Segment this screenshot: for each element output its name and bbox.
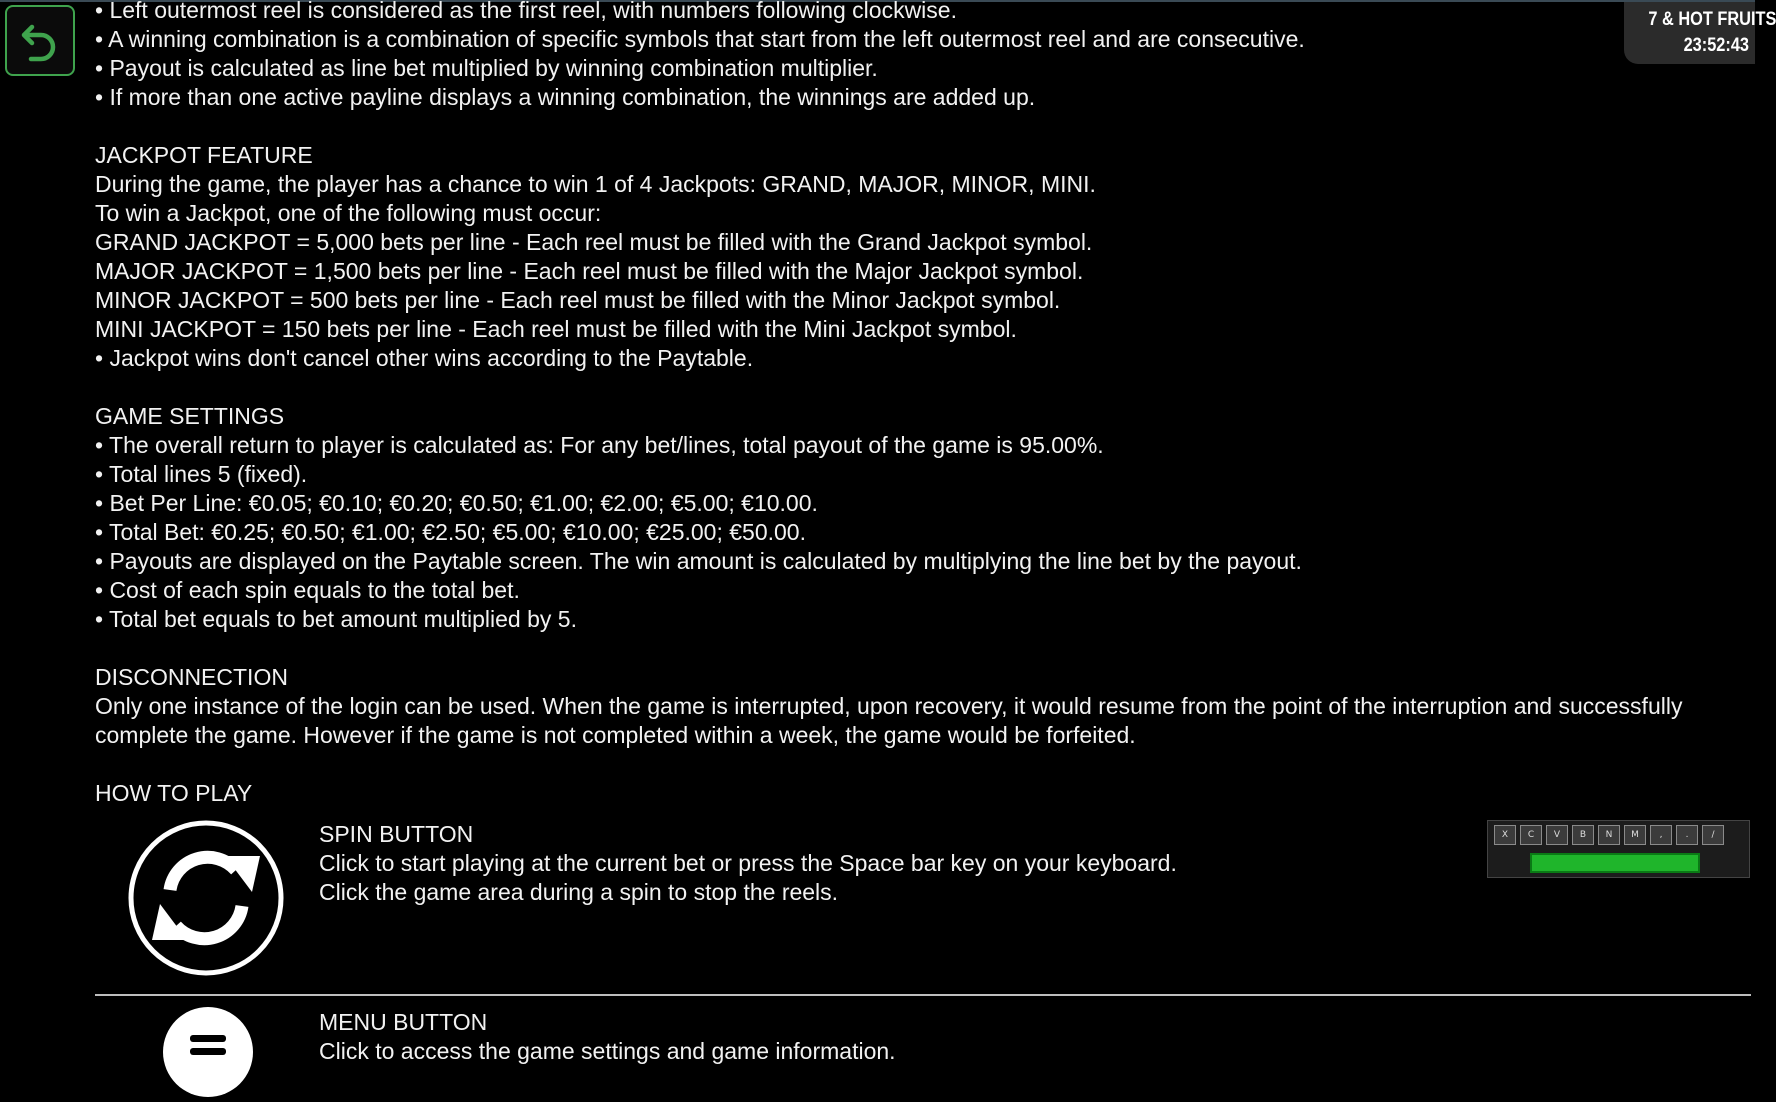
settings-line: • Total bet equals to bet amount multiplied by 5. xyxy=(95,606,577,632)
rules-content[interactable] xyxy=(95,0,1745,808)
spin-button-line2: Click the game area during a spin to stop the reels. xyxy=(319,879,839,905)
keyboard-key: / xyxy=(1702,825,1724,845)
section-heading-settings: GAME SETTINGS xyxy=(95,403,285,429)
keyboard-key: C xyxy=(1520,825,1542,845)
jackpot-line: MINOR JACKPOT = 500 bets per line - Each reel must be filled with the Minor Jackpot symbol. xyxy=(95,287,1061,313)
section-heading-jackpot: JACKPOT FEATURE xyxy=(95,142,313,168)
keyboard-spacebar-illustration xyxy=(1487,820,1750,878)
game-title: 7 & HOT FRUITS xyxy=(1648,9,1776,30)
settings-line: • Total Bet: €0.25; €0.50; €1.00; €2.50; €5.00; €10.00; €25.00; €50.00. xyxy=(95,519,806,545)
jackpot-line: MINI JACKPOT = 150 bets per line - Each reel must be filled with the Mini Jackpot symbol. xyxy=(95,316,1017,342)
menu-button-icon-wrap xyxy=(163,1007,253,1097)
menu-description xyxy=(319,1008,896,1066)
settings-line: • The overall return to player is calculated as: For any bet/lines, total payout of the game is 95.00%. xyxy=(95,432,1104,458)
keyboard-key: X xyxy=(1494,825,1516,845)
settings-line: • Payouts are displayed on the Paytable screen. The win amount is calculated by multiplying the line bet by the payout. xyxy=(95,548,1302,574)
menu-button-title: MENU BUTTON xyxy=(319,1009,488,1035)
back-button[interactable] xyxy=(5,5,75,76)
jackpot-line: During the game, the player has a chance to win 1 of 4 Jackpots: GRAND, MAJOR, MINOR, MINI. xyxy=(95,171,1096,197)
spacebar-key xyxy=(1530,853,1700,873)
menu-icon xyxy=(163,1007,253,1097)
keyboard-key: , xyxy=(1650,825,1672,845)
settings-line: • Total lines 5 (fixed). xyxy=(95,461,308,487)
settings-line: • Bet Per Line: €0.05; €0.10; €0.20; €0.50; €1.00; €2.00; €5.00; €10.00. xyxy=(95,490,818,516)
back-arrow-icon xyxy=(19,19,61,63)
jackpot-line: MAJOR JACKPOT = 1,500 bets per line - Each reel must be filled with the Major Jackpot symbol. xyxy=(95,258,1084,284)
spin-button-line1: Click to start playing at the current bet or press the Space bar key on your keyboard. xyxy=(319,850,1177,876)
keyboard-key: M xyxy=(1624,825,1646,845)
spin-button-icon-wrap xyxy=(128,820,284,976)
spin-description xyxy=(319,820,1177,907)
disconnection-text: Only one instance of the login can be used. When the game is interrupted, upon recovery, it would resume from the point of the interruption and successfully complete the game. However if the game is not completed within a week, the game would be forfeited. xyxy=(95,693,1683,748)
section-heading-disconnection: DISCONNECTION xyxy=(95,664,288,690)
keyboard-key: N xyxy=(1598,825,1620,845)
keyboard-key: B xyxy=(1572,825,1594,845)
clock: 23:52:43 xyxy=(1683,35,1749,56)
rule-line: • Left outermost reel is considered as the first reel, with numbers following clockwise. xyxy=(95,0,957,23)
spin-refresh-icon xyxy=(128,820,284,976)
rule-line: • Payout is calculated as line bet multiplied by winning combination multiplier. xyxy=(95,55,878,81)
rule-line: • If more than one active payline displays a winning combination, the winnings are added up. xyxy=(95,84,1036,110)
keyboard-key: . xyxy=(1676,825,1698,845)
settings-line: • Cost of each spin equals to the total bet. xyxy=(95,577,520,603)
jackpot-line: GRAND JACKPOT = 5,000 bets per line - Each reel must be filled with the Grand Jackpot symbol. xyxy=(95,229,1093,255)
jackpot-line: • Jackpot wins don't cancel other wins according to the Paytable. xyxy=(95,345,754,371)
section-heading-how-to-play: HOW TO PLAY xyxy=(95,780,253,806)
rule-line: • A winning combination is a combination of specific symbols that start from the left outermost reel and are consecutive. xyxy=(95,26,1305,52)
jackpot-line: To win a Jackpot, one of the following must occur: xyxy=(95,200,602,226)
menu-button-line1: Click to access the game settings and game information. xyxy=(319,1038,896,1064)
section-divider xyxy=(95,994,1751,996)
keyboard-keys xyxy=(1494,825,1724,845)
spin-button-title: SPIN BUTTON xyxy=(319,821,474,847)
keyboard-key: V xyxy=(1546,825,1568,845)
